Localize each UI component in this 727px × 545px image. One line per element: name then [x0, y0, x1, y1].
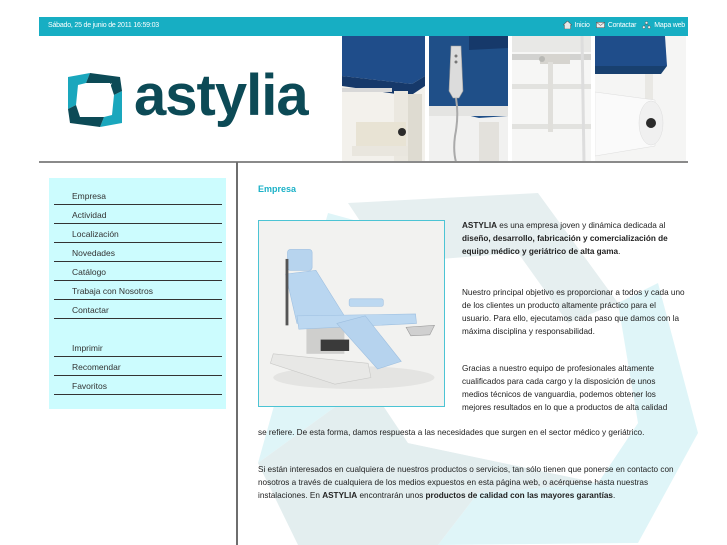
date-time: Sábado, 25 de junio de 2011 16:59:03 — [48, 22, 159, 29]
sitemap-icon — [642, 21, 651, 29]
main-content — [238, 163, 698, 545]
sidebar-item-contactar[interactable]: Contactar — [54, 300, 222, 319]
logo-mark-icon — [64, 69, 126, 131]
top-links — [563, 21, 685, 29]
page-title: Empresa — [258, 184, 297, 194]
sidebar-tool-recomendar[interactable]: Recomendar — [54, 357, 222, 376]
logo-text: astylia — [134, 63, 308, 128]
sidebar-item-catalogo[interactable]: Catálogo — [54, 262, 222, 281]
logo[interactable] — [64, 63, 308, 131]
sidebar-menu — [49, 178, 226, 409]
header — [39, 36, 688, 162]
top-bar — [39, 17, 688, 36]
table-edge-photo — [342, 36, 425, 162]
sidebar-item-empresa[interactable]: Empresa — [54, 186, 222, 205]
contact-paragraph: Si están interesados en cualquiera de nuestros productos o servicios, tan sólo tienen que ponerse en contacto con nosotros a través de cualquiera de los medios expuestos en esta página web, o acérquense hasta nuestras instalaciones. En ASTYLIA encontrarán unos productos de calidad con las mayores garantías. — [258, 465, 674, 500]
paper-roll-photo — [595, 36, 686, 162]
team-paragraph-a: Gracias a nuestro equipo de profesionales altamente cualificados para cada cargo y la disposición de unos medios técnicos de vanguardia, podemos obtener los mejores resultados en lo que a productos de alta calidad — [462, 364, 668, 412]
frame-detail-photo — [512, 36, 591, 162]
home-icon — [563, 21, 572, 29]
product-image — [258, 220, 445, 407]
sidebar-tool-imprimir[interactable]: Imprimir — [54, 338, 222, 357]
sidebar-item-localizacion[interactable]: Localización — [54, 224, 222, 243]
sidebar-item-novedades[interactable]: Novedades — [54, 243, 222, 262]
team-paragraph-b: se refiere. De esta forma, damos respuesta a las necesidades que surgen en el sector médico y geriátrico. — [258, 428, 645, 437]
hand-control-photo — [429, 36, 508, 162]
header-photo-strip — [342, 36, 686, 162]
intro-paragraph: ASTYLIA es una empresa joven y dinámica dedicada al diseño, desarrollo, fabricación y comercialización de equipo médico y geriátrico de alta gama. — [462, 221, 668, 256]
sidebar-tool-favoritos[interactable]: Favoritos — [54, 376, 222, 395]
sitemap-link[interactable]: Mapa web — [642, 21, 685, 29]
contact-link[interactable]: Contactar — [596, 21, 637, 29]
envelope-icon — [596, 21, 605, 29]
sidebar-item-actividad[interactable]: Actividad — [54, 205, 222, 224]
home-link[interactable]: Inicio — [563, 21, 590, 29]
objective-paragraph: Nuestro principal objetivo es proporcionar a todos y cada uno de los clientes un producto altamente práctico para el usuario. Para ello, ejecutamos cada paso que damos con la máxima disciplina y responsabilidad. — [462, 288, 685, 336]
sidebar-item-trabaja[interactable]: Trabaja con Nosotros — [54, 281, 222, 300]
